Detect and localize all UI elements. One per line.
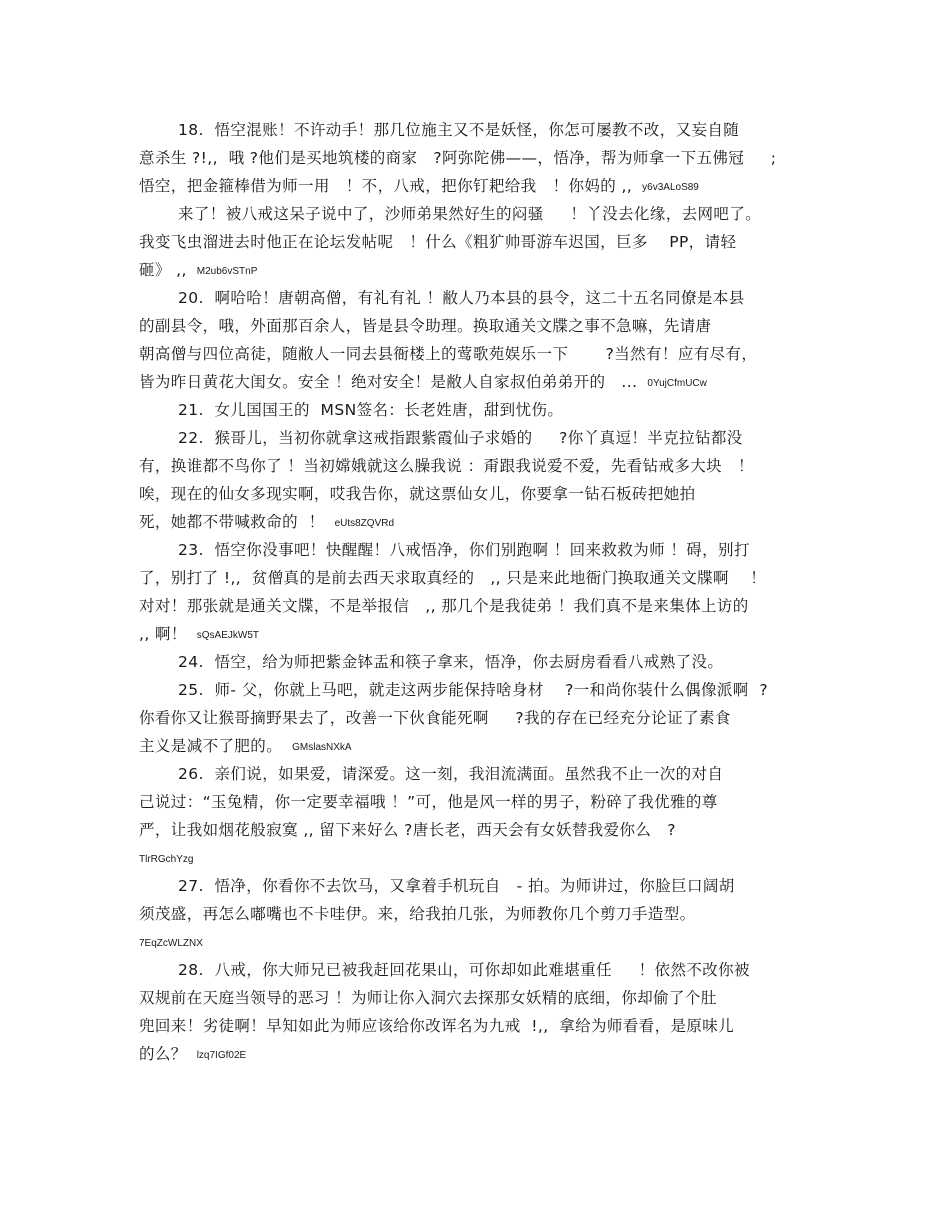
text-line — [178, 120, 739, 140]
text-line — [139, 260, 257, 280]
text-line — [139, 904, 696, 924]
reference-code: 0YujCfmUCw — [647, 378, 707, 389]
text-line — [178, 652, 723, 672]
text-line — [139, 848, 193, 868]
text-line — [139, 148, 776, 168]
text-line — [178, 680, 768, 700]
line-text: 皆为昨日黄花大闺女。安全 ！绝对安全！是敝人自家叔伯弟弟开的 ... — [139, 373, 638, 391]
text-line — [139, 1016, 734, 1036]
line-text: 25. 师- 父，你就上马吧，就走这两步能保持啥身材 ?一和尚你装什么偶像派啊 ? — [178, 681, 768, 699]
line-text: 23. 悟空你没事吧！快醒醒！八戒悟净，你们别跑啊 ！回来救救为师 ！碍，别打 — [178, 541, 750, 559]
text-line — [139, 820, 676, 840]
line-text: 对对！那张就是通关文牒，不是举报信 ,, 那几个是我徒弟 ！我们真不是来集体上访的 — [139, 597, 749, 615]
text-line — [139, 1044, 246, 1064]
line-text: 27. 悟净，你看你不去饮马，又拿着手机玩自 - 拍。为师讲过，你脸巨口阔胡 — [178, 877, 735, 895]
text-line — [178, 400, 563, 420]
text-line — [139, 596, 749, 616]
text-line — [139, 512, 394, 532]
line-text: 双规前在天庭当领导的恶习 ！为师让你入洞穴去探那女妖精的底细，你却偷了个肚 — [139, 989, 717, 1007]
line-text: 主义是减不了肥的。 — [139, 737, 283, 755]
line-text: 严，让我如烟花般寂寞 ,, 留下来好么 ?唐长老，西天会有女妖替我爱你么 ? — [139, 821, 676, 839]
text-line — [139, 736, 352, 756]
line-text: 来了！被八戒这呆子说中了，沙师弟果然好生的闷骚 ！丫没去化缘，去网吧了。 — [178, 205, 762, 223]
text-line — [139, 484, 696, 504]
line-text: 20. 啊哈哈！唐朝高僧，有礼有礼 ！敝人乃本县的县令，这二十五名同僚是本县 — [178, 289, 745, 307]
line-text: 的副县令，哦，外面那百余人，皆是县令助理。换取通关文牒之事不急嘛，先请唐 — [139, 317, 712, 335]
text-line — [139, 932, 203, 952]
text-line — [139, 624, 259, 644]
line-text: 唉，现在的仙女多现实啊，哎我告你，就这票仙女儿，你要拿一钻石板砖把她拍 — [139, 485, 696, 503]
text-line — [178, 764, 723, 784]
reference-code: M2ub6vSTnP — [196, 266, 258, 277]
text-line — [139, 176, 699, 196]
line-text: 死，她都不带喊救命的 ！ — [139, 513, 325, 531]
line-text: 朝高僧与四位高徒，随敝人一同去县衙楼上的莺歌苑娱乐一下 ?当然有！应有尽有， — [139, 345, 758, 363]
line-text: 我变飞虫溜进去时他正在论坛发帖呢 ！什么《粗犷帅哥游车迟国，巨多 PP，请轻 — [139, 233, 737, 251]
reference-code: lzq7IGf02E — [196, 1050, 247, 1061]
text-line — [139, 372, 707, 392]
line-text: 了，别打了 !,, 贫僧真的是前去西天求取真经的 ,, 只是来此地衙门换取通关文牒啊 ！ — [139, 569, 767, 587]
line-text: 有，换谁都不鸟你了 ！当初嫦娥就这么臊我说 ：甭跟我说爱不爱，先看钻戒多大块 ！ — [139, 457, 754, 475]
line-text: 22. 猴哥儿，当初你就拿这戒指跟紫霞仙子求婚的 ?你丫真逗！半克拉钻都没 — [178, 429, 743, 447]
text-line — [178, 428, 743, 448]
line-text: 意杀生 ?!,, 哦 ?他们是买地筑楼的商家 ?阿弥陀佛——，悟净，帮为师拿一下五佛冠 ; — [139, 149, 777, 167]
line-text: 18. 悟空混账！不许动手！那几位施主又不是妖怪，你怎可屡教不改，又妄自随 — [178, 121, 740, 139]
text-line — [139, 316, 711, 336]
text-line — [178, 288, 745, 308]
line-text: 26. 亲们说，如果爱，请深爱。这一刻，我泪流满面。虽然我不止一次的对自 — [178, 765, 724, 783]
reference-code: TlrRGchYzg — [139, 854, 194, 865]
reference-code: GMslasNXkA — [292, 742, 352, 753]
reference-code: y6v3ALoS89 — [642, 182, 699, 193]
reference-code: eUts8ZQVRd — [334, 518, 395, 529]
text-line — [139, 708, 731, 728]
text-line — [139, 988, 717, 1008]
line-text: ,, 啊！ — [139, 625, 187, 643]
line-text: 你看你又让猴哥摘野果去了，改善一下伙食能死啊 ?我的存在已经充分论证了素食 — [139, 709, 731, 727]
text-line — [139, 568, 766, 588]
text-line — [178, 876, 735, 896]
text-line — [139, 792, 718, 812]
line-text: 24. 悟空，给为师把紫金钵盂和筷子拿来，悟净，你去厨房看看八戒熟了没。 — [178, 653, 724, 671]
line-text: 的么？ — [139, 1045, 187, 1063]
line-text: 己说过：“玉兔精，你一定要幸福哦 ！”可，他是风一样的男子，粉碎了我优雅的尊 — [139, 793, 718, 811]
line-text: 21. 女儿国国王的 MSN签名：长老姓唐，甜到忧伤。 — [178, 401, 564, 419]
text-line — [178, 540, 750, 560]
line-text: 兜回来！劣徒啊！早知如此为师应该给你改诨名为九戒 !,, 拿给为师看看，是原味儿 — [139, 1017, 735, 1035]
line-text: 须茂盛，再怎么嘟嘴也不卡哇伊。来，给我拍几张，为师教你几个剪刀手造型。 — [139, 905, 696, 923]
reference-code: sQsAEJkW5T — [196, 630, 260, 641]
line-text: 悟空，把金箍棒借为师一用 ！不，八戒，把你钉耙给我 ！你妈的 ,, — [139, 177, 633, 195]
text-line — [178, 960, 750, 980]
text-line — [139, 232, 736, 252]
reference-code: 7EqZcWLZNX — [139, 938, 203, 949]
text-line — [139, 456, 754, 476]
line-text: 砸》 ,, — [139, 261, 187, 279]
text-line — [178, 204, 761, 224]
line-text: 28. 八戒，你大师兄已被我赶回花果山，可你却如此难堪重任 ！依然不改你被 — [178, 961, 750, 979]
text-line — [139, 344, 757, 364]
